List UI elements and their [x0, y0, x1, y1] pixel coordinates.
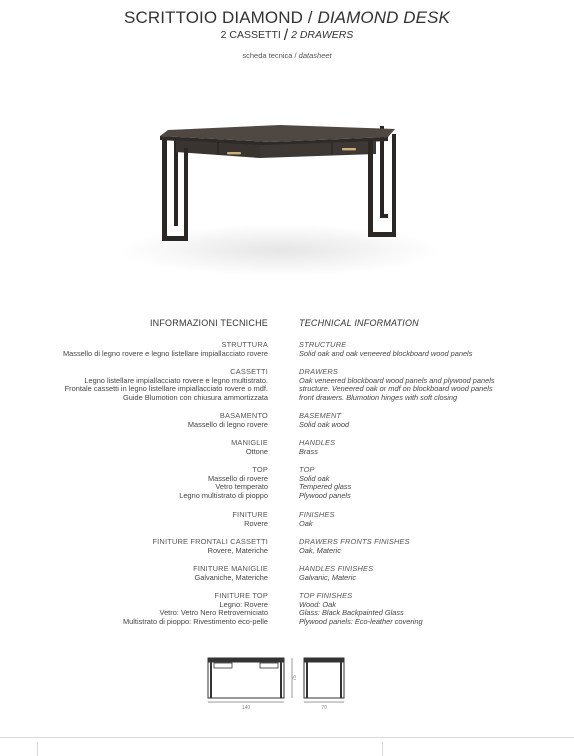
spec-line: Plywood panels — [299, 490, 351, 500]
spec-line: Frontale cassetti in legno listellare impiallacciato rovere o mdf. — [64, 384, 268, 394]
spec-item-finiture-frontali — [0, 538, 268, 555]
spec-item-finishes — [299, 511, 569, 528]
spec-line: Oak veneered blockboard wood panels and plywood panels — [299, 375, 495, 385]
dimension-drawing — [200, 652, 360, 714]
spec-item-handles — [299, 439, 569, 456]
spec-label: BASAMENTO — [219, 411, 268, 420]
spec-label: STRUTTURA — [221, 340, 268, 349]
subtitle-separator: / — [283, 27, 289, 44]
spec-item-top-en — [299, 466, 569, 500]
sheet-en: datasheet — [298, 51, 332, 60]
page-title — [0, 8, 574, 28]
spec-line: Rovere, Materiche — [207, 545, 268, 555]
spec-line: structure. Veneered oak or mdf on blockboard wood panels — [299, 384, 493, 394]
spec-label: FINITURE TOP — [214, 591, 268, 600]
footer-divider-right — [382, 742, 383, 756]
spec-line: Legno listellare impiallacciato rovere e legno multistrato. — [84, 375, 268, 385]
spec-item-structure — [299, 341, 569, 358]
subtitle-it: 2 CASSETTI — [220, 29, 281, 41]
title-en: DIAMOND DESK — [317, 8, 450, 27]
spec-item-basamento — [0, 412, 268, 429]
spec-line: Legno multistrato di pioppo — [179, 490, 268, 500]
spec-line: Oak, Materic — [299, 545, 341, 555]
spec-line: Massello di legno rovere — [187, 419, 268, 429]
spec-line: Guide Blumotion con chiusura ammortizzata — [122, 392, 268, 402]
page-subtitle — [0, 27, 574, 45]
spec-line: Massello di rovere — [208, 473, 268, 483]
spec-line: Glass: Black Backpainted Glass — [299, 608, 404, 618]
spec-heading-en: TECHNICAL INFORMATION — [299, 318, 419, 328]
dimension-depth: 70 — [321, 705, 327, 711]
spec-line: Rovere — [244, 518, 268, 528]
spec-line: front drawers. Blumotion hinges with soft closing — [299, 392, 458, 402]
spec-line: Solid oak and oak veneered blockboard wood panels — [299, 348, 473, 358]
spec-item-struttura — [0, 341, 268, 358]
spec-line: Ottone — [245, 446, 268, 456]
spec-line: Galvanic, Materic — [299, 572, 357, 582]
spec-line: Plywood panels: Eco-leather covering — [299, 616, 423, 626]
spec-line: Brass — [299, 446, 318, 456]
spec-label: FINITURE FRONTALI CASSETTI — [152, 537, 268, 546]
spec-item-drawers-fronts-finishes — [299, 538, 569, 555]
footer-divider-left — [37, 742, 38, 756]
spec-line: Wood: Oak — [299, 599, 336, 609]
spec-line: Oak — [299, 518, 313, 528]
spec-label: TOP FINISHES — [299, 591, 353, 600]
title-it: SCRITTOIO DIAMOND — [124, 8, 303, 27]
spec-line: Massello di legno rovere e legno listellare impiallacciato rovere — [63, 348, 268, 358]
spec-item-finiture-top — [0, 592, 268, 626]
spec-item-drawers — [299, 368, 569, 402]
spec-label: STRUCTURE — [299, 340, 347, 349]
subtitle-en: 2 DRAWERS — [291, 29, 354, 41]
spec-label: TOP — [252, 465, 268, 474]
spec-item-finiture-maniglie — [0, 565, 268, 582]
spec-line: Vetro: Vetro Nero Retroverniciato — [159, 608, 268, 618]
dimension-width: 140 — [241, 705, 251, 711]
spec-line: Multistrato di pioppo: Rivestimento eco-pelle — [122, 616, 268, 626]
spec-label: BASEMENT — [299, 411, 342, 420]
spec-label: CASSETTI — [230, 367, 268, 376]
spec-label: DRAWERS FRONTS FINISHES — [299, 537, 410, 546]
front-view — [208, 658, 284, 702]
dimension-height: 75 — [292, 675, 298, 681]
spec-item-handles-finishes — [299, 565, 569, 582]
spec-label: FINITURE — [232, 510, 268, 519]
footer-rule — [0, 737, 574, 738]
spec-label: FINITURE MANIGLIE — [193, 564, 268, 573]
spec-item-maniglie — [0, 439, 268, 456]
spec-item-top-finishes — [299, 592, 569, 626]
spec-label: FINISHES — [299, 510, 335, 519]
datasheet-label — [0, 51, 574, 60]
spec-label: TOP — [299, 465, 315, 474]
spec-line: Vetro temperato — [215, 482, 268, 492]
spec-label: DRAWERS — [299, 367, 339, 376]
sheet-separator: / — [292, 51, 299, 60]
spec-item-basement — [299, 412, 569, 429]
spec-item-finiture — [0, 511, 268, 528]
side-view — [292, 658, 344, 702]
spec-label: MANIGLIE — [231, 438, 268, 447]
spec-item-cassetti — [0, 368, 268, 402]
sheet-it: scheda tecnica — [242, 51, 293, 60]
title-separator: / — [302, 8, 318, 27]
spec-line: Galvaniche, Materiche — [194, 572, 268, 582]
spec-label: HANDLES FINISHES — [299, 564, 374, 573]
spec-heading-it: INFORMAZIONI TECNICHE — [149, 318, 268, 328]
spec-line: Solid oak — [299, 473, 330, 483]
spec-item-top — [0, 466, 268, 500]
spec-line: Tempered glass — [299, 482, 352, 492]
spec-label: HANDLES — [299, 438, 336, 447]
spec-line: Legno: Rovere — [219, 599, 268, 609]
desk-photo — [110, 90, 450, 300]
spec-line: Solid oak wood — [299, 419, 350, 429]
